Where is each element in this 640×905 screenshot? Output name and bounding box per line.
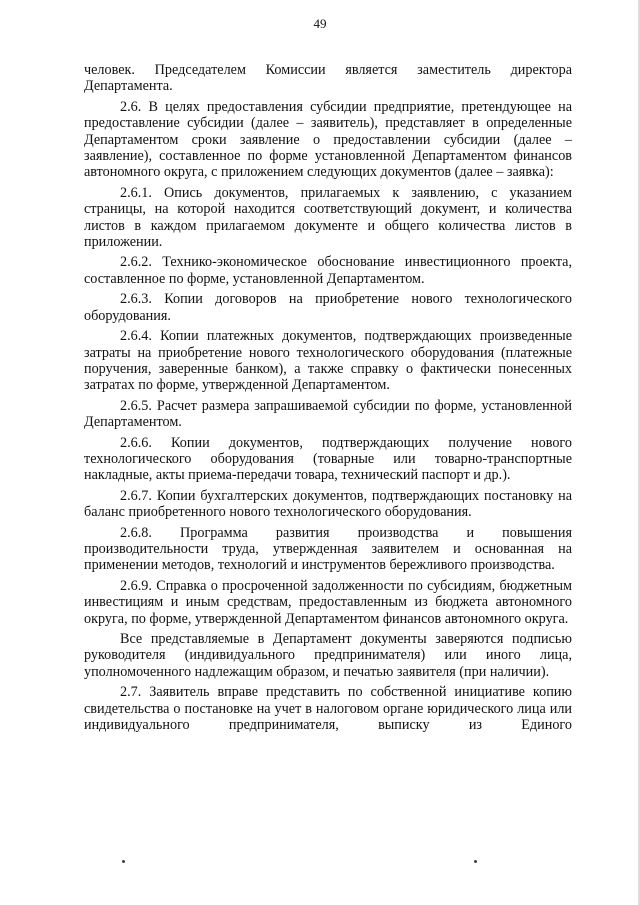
paragraph-commission-chair: человек. Председателем Комиссии является заместитель директора Департамента. <box>84 62 572 95</box>
document-body <box>84 62 572 737</box>
scan-speck <box>122 860 125 863</box>
paragraph-2-6-1: 2.6.1. Опись документов, прилагаемых к заявлению, с указанием страницы, на которой находится соответствующий документ, и количества листов в каждом прилагаемом документе и общего количества листов в приложении. <box>84 184 572 251</box>
paragraph-2-6: 2.6. В целях предоставления субсидии предприятие, претендующее на предоставление субсидии (далее – заявитель), представляет в определенные Департаментом сроки заявление о предоставлении субсидии (далее – заявление), составленное по форме установленной Департаментом финансов автономного округа, с приложением следующих документов (далее – заявка): <box>84 98 572 181</box>
paragraph-2-6-9: 2.6.9. Справка о просроченной задолженности по субсидиям, бюджетным инвестициям и иным средствам, предоставленным из бюджета автономного округа, по форме, утвержденной Департаментом финансов автономного округа. <box>84 577 572 627</box>
paragraph-2-6-3: 2.6.3. Копии договоров на приобретение нового технологического оборудования. <box>84 291 572 324</box>
paragraph-2-6-6: 2.6.6. Копии документов, подтверждающих получение нового технологического оборудования (товарные или товарно-транспортные накладные, акты приема-передачи товара, технический паспорт и др.). <box>84 434 572 484</box>
paragraph-2-7: 2.7. Заявитель вправе представить по собственной инициативе копию свидетельства о постановке на учет в налоговом органе юридического лица или индивидуального предпринимателя, выписку из Единого <box>84 684 572 734</box>
paragraph-2-6-2: 2.6.2. Технико-экономическое обоснование инвестиционного проекта, составленное по форме, установленной Департаментом. <box>84 254 572 287</box>
paragraph-certification: Все представляемые в Департамент документы заверяются подписью руководителя (индивидуального предпринимателя) или иного лица, уполномоченного надлежащим образом, и печатью заявителя (при наличии). <box>84 631 572 680</box>
page-number: 49 <box>313 16 327 31</box>
paragraph-2-6-8: 2.6.8. Программа развития производства и повышения производительности труда, утвержденная заявителем и основанная на применении методов, технологий и инструментов бережливого производства. <box>84 524 572 574</box>
paragraph-2-6-7: 2.6.7. Копии бухгалтерских документов, подтверждающих постановку на баланс приобретенного нового технологического оборудования. <box>84 487 572 521</box>
paragraph-2-6-5: 2.6.5. Расчет размера запрашиваемой субсидии по форме, установленной Департаментом. <box>84 397 572 431</box>
scan-speck <box>474 860 477 863</box>
paragraph-2-6-4: 2.6.4. Копии платежных документов, подтверждающих произведенные затраты на приобретение нового технологического оборудования (платежные поручения, заверенные банком), а также справку о фактически понесенных затратах по форме, утвержденной Департаментом. <box>84 328 572 394</box>
